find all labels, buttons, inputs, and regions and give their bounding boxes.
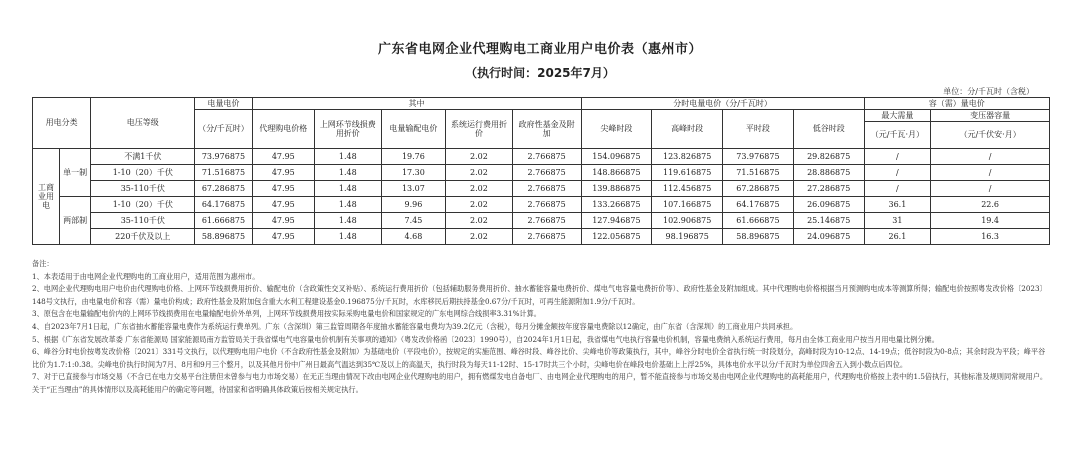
proxy-cell: 47.95	[252, 197, 314, 213]
loss-cell: 1.48	[315, 181, 382, 197]
document-subtitle: （执行时间：2025年7月）	[465, 66, 615, 80]
notes-section	[32, 258, 1052, 397]
valley-cell: 28.886875	[793, 165, 864, 181]
dist-cell: 19.76	[381, 149, 446, 165]
notes-title: 备注：	[32, 259, 54, 268]
dist-cell: 17.30	[381, 165, 446, 181]
valley-cell: 29.826875	[793, 149, 864, 165]
table-row	[33, 213, 1050, 229]
demand-cell: /	[864, 149, 931, 165]
table-header	[33, 98, 1050, 149]
sharp-cell: 154.096875	[581, 149, 652, 165]
flat-cell: 64.176875	[723, 197, 794, 213]
fund-cell: 2.766875	[512, 229, 581, 245]
header-category: 用电分类	[33, 98, 91, 149]
fund-cell: 2.766875	[512, 165, 581, 181]
dist-cell: 9.96	[381, 197, 446, 213]
loss-cell: 1.48	[315, 165, 382, 181]
energy-cell: 71.516875	[195, 165, 252, 181]
fund-cell: 2.766875	[512, 181, 581, 197]
energy-cell: 58.896875	[195, 229, 252, 245]
trans-cell: /	[931, 181, 1050, 197]
voltage-cell: 220千伏及以上	[91, 229, 195, 245]
proxy-cell: 47.95	[252, 165, 314, 181]
header-flat: 平时段	[723, 110, 794, 149]
proxy-cell: 47.95	[252, 213, 314, 229]
dual-system-label: 两部制	[60, 197, 91, 245]
valley-cell: 25.146875	[793, 213, 864, 229]
header-loss: 上网环节线损费用折价	[315, 110, 382, 149]
peak-cell: 123.826875	[652, 149, 723, 165]
flat-cell: 67.286875	[723, 181, 794, 197]
header-distribution: 电量输配电价	[381, 110, 446, 149]
loss-cell: 1.48	[315, 213, 382, 229]
peak-cell: 98.196875	[652, 229, 723, 245]
note-item: 2、电网企业代理购电用户电价由代理购电价格、上网环节线损费用折价、输配电价（含政策性交叉补贴）、系统运行费用折价（包括辅助服务费用折价、抽水蓄能容量电费折价、煤电气电容量电费折价等）、政府性基金及附加组成。其中代理购电价格根据当月预测购电成本等测算所得；输配电价按照粤发改价格〔2023〕148号文执行，由电量电价和容（需）量电价构成；政府性基金及附加包含重大水利工程建设基金0.196875分/千瓦时，水库移民后期扶持基金0.67分/千瓦时，可再生能源附加1.9分/千瓦时。	[32, 284, 1047, 306]
valley-cell: 24.096875	[793, 229, 864, 245]
peak-cell: 112.456875	[652, 181, 723, 197]
note-item: 7、对于已直接参与市场交易（不含已在电力交易平台注册但未曾参与电力市场交易）在无正当理由情况下改由电网企业代理购电的用户，拥有燃煤发电自备电厂、由电网企业代理购电的用户，暂不能直接参与市场交易由电网企业代理购电的高耗能用户，代理购电价格按上表中的1.5倍执行，其他标准及规则同常规用户。关于“正当理由”的具体情形以及高耗能用户的确定等问题，待国家和省明确具体政策后按相关规定执行。	[32, 372, 1048, 394]
table-row	[33, 149, 1050, 165]
fund-cell: 2.766875	[512, 213, 581, 229]
note-item: 1、本表适用于由电网企业代理购电的工商业用户，适用范围为惠州市。	[32, 271, 260, 281]
header-energy-price: 电量电价	[195, 98, 252, 110]
header-max-demand: 最大需量	[864, 110, 931, 122]
group-label: 工商业用电	[33, 149, 60, 245]
trans-cell: 19.4	[931, 213, 1050, 229]
header-peak: 高峰时段	[652, 110, 723, 149]
header-voltage: 电压等级	[91, 98, 195, 149]
sys-cell: 2.02	[446, 213, 513, 229]
peak-cell: 102.906875	[652, 213, 723, 229]
sys-cell: 2.02	[446, 229, 513, 245]
header-system-cost: 系统运行费用折价	[446, 110, 513, 149]
header-transformer: 变压器容量	[931, 110, 1050, 122]
document-title: 广东省电网企业代理购电工商业用户电价表（惠州市）	[377, 42, 702, 57]
loss-cell: 1.48	[315, 229, 382, 245]
fund-cell: 2.766875	[512, 149, 581, 165]
note-item: 5、根据《广东省发展改革委 广东省能源局 国家能源局南方监管局关于我省煤电气电容量电价机制有关事项的通知》（粤发改价格函〔2023〕1990号），自2024年1月1日起，我省煤电气电执行容量电价机制，容量电费纳入系统运行费用，每月由全体工商业用户按当月用电量比例分摊。	[32, 334, 939, 344]
table-row	[33, 229, 1050, 245]
trans-cell: 16.3	[931, 229, 1050, 245]
trans-cell: /	[931, 165, 1050, 181]
sharp-cell: 133.266875	[581, 197, 652, 213]
table-row	[33, 197, 1050, 213]
header-proxy: 代理购电价格	[252, 110, 314, 149]
sharp-cell: 139.886875	[581, 181, 652, 197]
valley-cell: 26.096875	[793, 197, 864, 213]
header-max-demand-unit: （元/千瓦·月）	[864, 122, 931, 149]
loss-cell: 1.48	[315, 149, 382, 165]
header-valley: 低谷时段	[793, 110, 864, 149]
flat-cell: 58.896875	[723, 229, 794, 245]
header-peak-sharp: 尖峰时段	[581, 110, 652, 149]
demand-cell: 26.1	[864, 229, 931, 245]
table-row	[33, 181, 1050, 197]
demand-cell: /	[864, 165, 931, 181]
header-energy-unit: （分/千瓦时）	[195, 110, 252, 149]
sys-cell: 2.02	[446, 165, 513, 181]
peak-cell: 107.166875	[652, 197, 723, 213]
energy-cell: 61.666875	[195, 213, 252, 229]
flat-cell: 73.976875	[723, 149, 794, 165]
dist-cell: 13.07	[381, 181, 446, 197]
voltage-cell: 35-110千伏	[91, 213, 195, 229]
header-capacity: 容（需）量电价	[864, 98, 1049, 110]
proxy-cell: 47.95	[252, 181, 314, 197]
note-item: 4、自2023年7月1日起，广东省抽水蓄能容量电费作为系统运行费单列。广东（含深圳）第三监管周期各年度抽水蓄能容量电费均为39.2亿元（含税），每月分摊金额按年度容量电费除以12确定，由广东省（含深圳）的工商业用户共同承担。	[32, 321, 798, 331]
voltage-cell: 35-110千伏	[91, 181, 195, 197]
sys-cell: 2.02	[446, 149, 513, 165]
energy-cell: 67.286875	[195, 181, 252, 197]
unit-label: 单位：分/千瓦时（含税）	[943, 87, 1034, 96]
trans-cell: 22.6	[931, 197, 1050, 213]
voltage-cell: 1-10（20）千伏	[91, 197, 195, 213]
header-transformer-unit: （元/千伏安·月）	[931, 122, 1050, 149]
sys-cell: 2.02	[446, 197, 513, 213]
header-gov-fund: 政府性基金及附加	[512, 110, 581, 149]
fund-cell: 2.766875	[512, 197, 581, 213]
trans-cell: /	[931, 149, 1050, 165]
valley-cell: 27.286875	[793, 181, 864, 197]
demand-cell: 31	[864, 213, 931, 229]
header-tou: 分时电量电价（分/千瓦时）	[581, 98, 864, 110]
sharp-cell: 127.946875	[581, 213, 652, 229]
demand-cell: 36.1	[864, 197, 931, 213]
dist-cell: 7.45	[381, 213, 446, 229]
header-among: 其中	[252, 98, 581, 110]
loss-cell: 1.48	[315, 197, 382, 213]
price-table	[32, 97, 1050, 245]
single-system-label: 单一制	[60, 149, 91, 197]
note-item: 6、峰谷分时电价按粤发改价格〔2021〕331号文执行，以代理购电用户电价（不含政府性基金及附加）为基础电价（平段电价），按规定的实施范围、峰谷时段、峰谷比价、尖峰电价等政策执行，其中，峰谷分时电价全省执行统一时段划分，高峰时段为10-12点、14-19点；低谷时段为0-8点；其余时段为平段；峰平谷比价为1.7:1:0.38。尖峰电价执行时间为7月、8月和9月三个整月，以及其他月份中广州日最高气温达到35℃及以上的高温天，执行时段为每天11-12时、15-17时共三个小时，尖峰电价在峰段电价基础上上浮25%，具体电价水平以分/千瓦时为单位四舍五入到小数点后四位。	[32, 347, 1046, 369]
sys-cell: 2.02	[446, 181, 513, 197]
sharp-cell: 148.866875	[581, 165, 652, 181]
note-item: 3、原包含在电量输配电价内的上网环节线损费用在电量输配电价外单列，上网环节线损费用按实际采购电量电价和国家规定的广东电网综合线损率3.31%计算。	[32, 309, 541, 319]
sharp-cell: 122.056875	[581, 229, 652, 245]
dist-cell: 4.68	[381, 229, 446, 245]
voltage-cell: 不满1千伏	[91, 149, 195, 165]
proxy-cell: 47.95	[252, 229, 314, 245]
flat-cell: 71.516875	[723, 165, 794, 181]
demand-cell: /	[864, 181, 931, 197]
energy-cell: 73.976875	[195, 149, 252, 165]
energy-cell: 64.176875	[195, 197, 252, 213]
peak-cell: 119.616875	[652, 165, 723, 181]
flat-cell: 61.666875	[723, 213, 794, 229]
table-row	[33, 165, 1050, 181]
voltage-cell: 1-10（20）千伏	[91, 165, 195, 181]
proxy-cell: 47.95	[252, 149, 314, 165]
